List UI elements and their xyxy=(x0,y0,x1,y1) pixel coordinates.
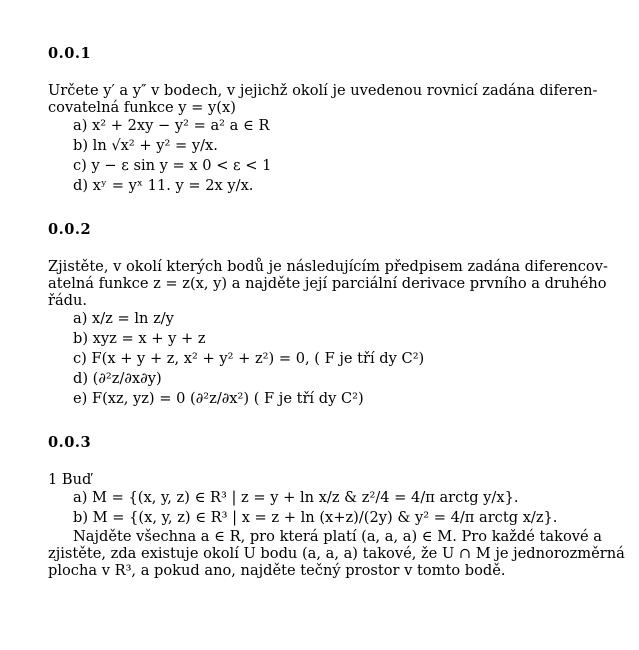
exercise-item: b) M = {(x, y, z) ∈ R³ | x = z + ln (x+z)/(2y) & y² = 4/π arctg x/z}. xyxy=(73,509,558,526)
exercise-item: a) x² + 2xy − y² = a² a ∈ R xyxy=(73,117,270,134)
section-outro-line: plocha v R³, a pokud ano, najděte tečný prostor v tomto bodě. xyxy=(48,562,506,579)
exercise-item: a) x/z = ln z/y xyxy=(73,310,174,327)
section-intro-line: Zjistěte, v okolí kterých bodů je následujícím předpisem zadána diferencov- xyxy=(48,258,608,275)
exercise-item: d) xʸ = yˣ 11. y = 2x y/x. xyxy=(73,177,254,194)
section-title: 0.0.1 xyxy=(48,45,92,62)
exercise-item: e) F(xz, yz) = 0 (∂²z/∂x²) ( F je tří dy C²) xyxy=(73,390,364,407)
exercise-item: b) xyz = x + y + z xyxy=(73,330,206,347)
exercise-item: d) (∂²z/∂x∂y) xyxy=(73,370,162,387)
exercise-item: a) M = {(x, y, z) ∈ R³ | z = y + ln x/z & z²/4 = 4/π arctg y/x}. xyxy=(73,489,519,506)
section-title: 0.0.3 xyxy=(48,434,92,451)
document-page xyxy=(48,44,625,579)
section-title: 0.0.2 xyxy=(48,221,92,238)
section-outro-line: zjistěte, zda existuje okolí U bodu (a, a, a) takové, že U ∩ M je jednorozměrná xyxy=(48,545,625,562)
section-intro-line: řádu. xyxy=(48,292,88,309)
section-intro-line: covatelná funkce y = y(x) xyxy=(48,99,236,116)
section-outro-line: Najděte všechna a ∈ R, pro která platí (a, a, a) ∈ M. Pro každé takové a xyxy=(73,528,602,545)
section-intro-line: 1 Buď xyxy=(48,471,92,488)
exercise-item: c) y − ε sin y = x 0 < ε < 1 xyxy=(73,157,272,174)
section-intro-line: atelná funkce z = z(x, y) a najděte její parciální derivace prvního a druhého xyxy=(48,275,607,292)
exercise-item: b) ln √x² + y² = y/x. xyxy=(73,137,218,154)
section-intro-line: Určete y′ a y″ v bodech, v jejichž okolí je uvedenou rovnicí zadána diferen- xyxy=(48,82,598,99)
exercise-item: c) F(x + y + z, x² + y² + z²) = 0, ( F je tří dy C²) xyxy=(73,350,425,367)
